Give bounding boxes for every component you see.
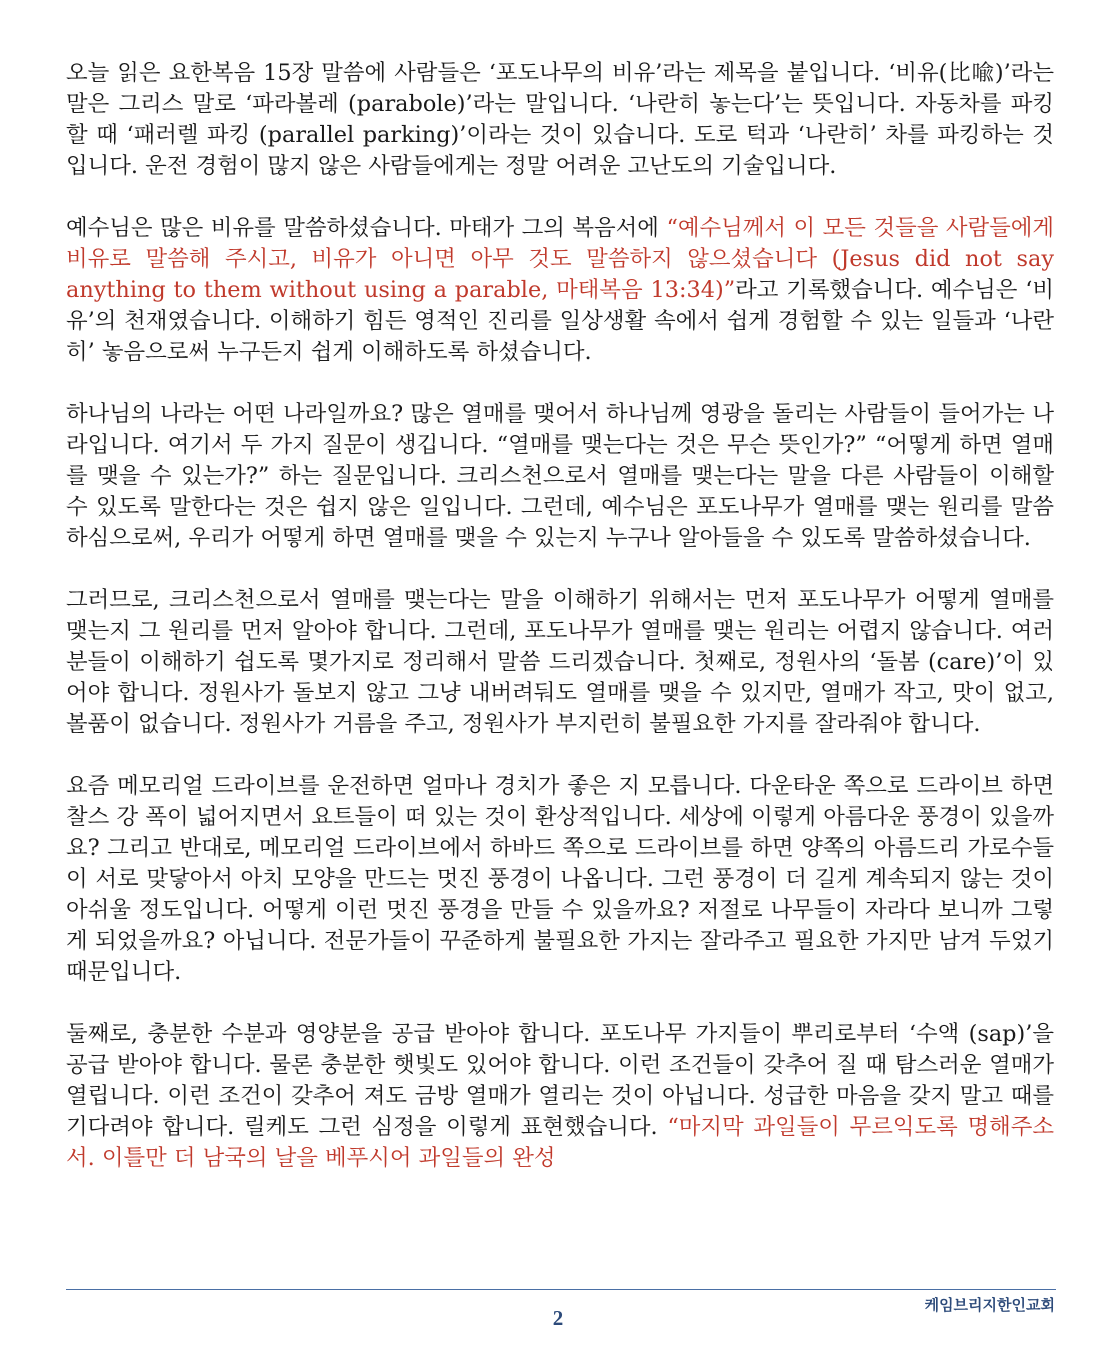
paragraph-4 [66, 585, 1054, 740]
church-name: 케임브리지한인교회 [924, 1296, 1055, 1314]
paragraph-6 [66, 1019, 1054, 1174]
paragraph-text: 오늘 읽은 요한복음 15장 말씀에 사람들은 ‘포도나무의 비유’라는 제목을 붙입니다. ‘비유(比喩)’라는 말은 그리스 말로 ‘파라볼레 (parabole)’라는 말입니다. ‘나란히 놓는다’는 뜻입니다. 자동차를 파킹할 때 ‘패러렐 파킹 (parallel parking)’이라는 것이 있습니다. 도로 턱과 ‘나란히’ 차를 파킹하는 것입니다. 운전 경험이 많지 않은 사람들에게는 정말 어려운 고난도의 기술입니다. [66, 60, 1054, 179]
scripture-quote: “마지막 과일들이 무르익도록 명해주소서. 이틀만 더 남국의 날을 베푸시어 과일들의 완성 [66, 1114, 1054, 1171]
paragraph-text: 라고 기록했습니다. 예수님은 ‘비유’의 천재였습니다. 이해하기 힘든 영적인 진리를 일상생활 속에서 쉽게 경험할 수 있는 일들과 ‘나란히’ 놓음으로써 누구든지 쉽게 이해하도록 하셨습니다. [66, 277, 1054, 365]
paragraph-1 [66, 58, 1054, 182]
paragraph-2 [66, 213, 1054, 368]
paragraph-5 [66, 771, 1054, 988]
sermon-body [66, 58, 1054, 1174]
scripture-quote: “예수님께서 이 모든 것들을 사람들에게 비유로 말씀해 주시고, 비유가 아니면 아무 것도 말씀하지 않으셨습니다 (Jesus did not say anything to them without using a parable, 마태복음 13:34)” [66, 215, 1054, 303]
paragraph-text: 하나님의 나라는 어떤 나라일까요? 많은 열매를 맺어서 하나님께 영광을 돌리는 사람들이 들어가는 나라입니다. 여기서 두 가지 질문이 생깁니다. “열매를 맺는다는 것은 무슨 뜻인가?” “어떻게 하면 열매를 맺을 수 있는가?” 하는 질문입니다. 크리스천으로서 열매를 맺는다는 말을 다른 사람들이 이해할 수 있도록 말한다는 것은 쉽지 않은 일입니다. 그런데, 예수님은 포도나무가 열매를 맺는 원리를 말씀하심으로써, 우리가 어떻게 하면 열매를 맺을 수 있는지 누구나 알아들을 수 있도록 말씀하셨습니다. [66, 401, 1054, 551]
paragraph-text: 요즘 메모리얼 드라이브를 운전하면 얼마나 경치가 좋은 지 모릅니다. 다운타운 쪽으로 드라이브 하면 찰스 강 폭이 넓어지면서 요트들이 떠 있는 것이 환상적입니다. 세상에 이렇게 아름다운 풍경이 있을까요? 그리고 반대로, 메모리얼 드라이브에서 하바드 쪽으로 드라이브를 하면 양쪽의 아름드리 가로수들이 서로 맞닿아서 아치 모양을 만드는 멋진 풍경이 나옵니다. 그런 풍경이 더 길게 계속되지 않는 것이 아쉬울 정도입니다. 어떻게 이런 멋진 풍경을 만들 수 있을까요? 저절로 나무들이 자라다 보니까 그렇게 되었을까요? 아닙니다. 전문가들이 꾸준하게 불필요한 가지는 잘라주고 필요한 가지만 남겨 두었기 때문입니다. [66, 773, 1054, 985]
paragraph-3 [66, 399, 1054, 554]
paragraph-text: 그러므로, 크리스천으로서 열매를 맺는다는 말을 이해하기 위해서는 먼저 포도나무가 어떻게 열매를 맺는지 그 원리를 먼저 알아야 합니다. 그런데, 포도나무가 열매를 맺는 원리는 어렵지 않습니다. 여러분들이 이해하기 쉽도록 몇가지로 정리해서 말씀 드리겠습니다. 첫째로, 정원사의 ‘돌봄 (care)’이 있어야 합니다. 정원사가 돌보지 않고 그냥 내버려둬도 열매를 맺을 수 있지만, 열매가 작고, 맛이 없고, 볼품이 없습니다. 정원사가 거름을 주고, 정원사가 부지런히 불필요한 가지를 잘라줘야 합니다. [66, 587, 1054, 737]
paragraph-text: 예수님은 많은 비유를 말씀하셨습니다. 마태가 그의 복음서에 [66, 215, 667, 241]
page-number: 2 [552, 1306, 564, 1330]
paragraph-text: 둘째로, 충분한 수분과 영양분을 공급 받아야 합니다. 포도나무 가지들이 뿌리로부터 ‘수액 (sap)’을 공급 받아야 합니다. 물론 충분한 햇빛도 있어야 합니다. 이런 조건들이 갖추어 질 때 탐스러운 열매가 열립니다. 이런 조건이 갖추어 져도 금방 열매가 열리는 것이 아닙니다. 성급한 마음을 갖지 말고 때를 기다려야 합니다. 릴케도 그런 심정을 이렇게 표현했습니다. [66, 1021, 1054, 1140]
footer-divider [66, 1289, 1056, 1290]
